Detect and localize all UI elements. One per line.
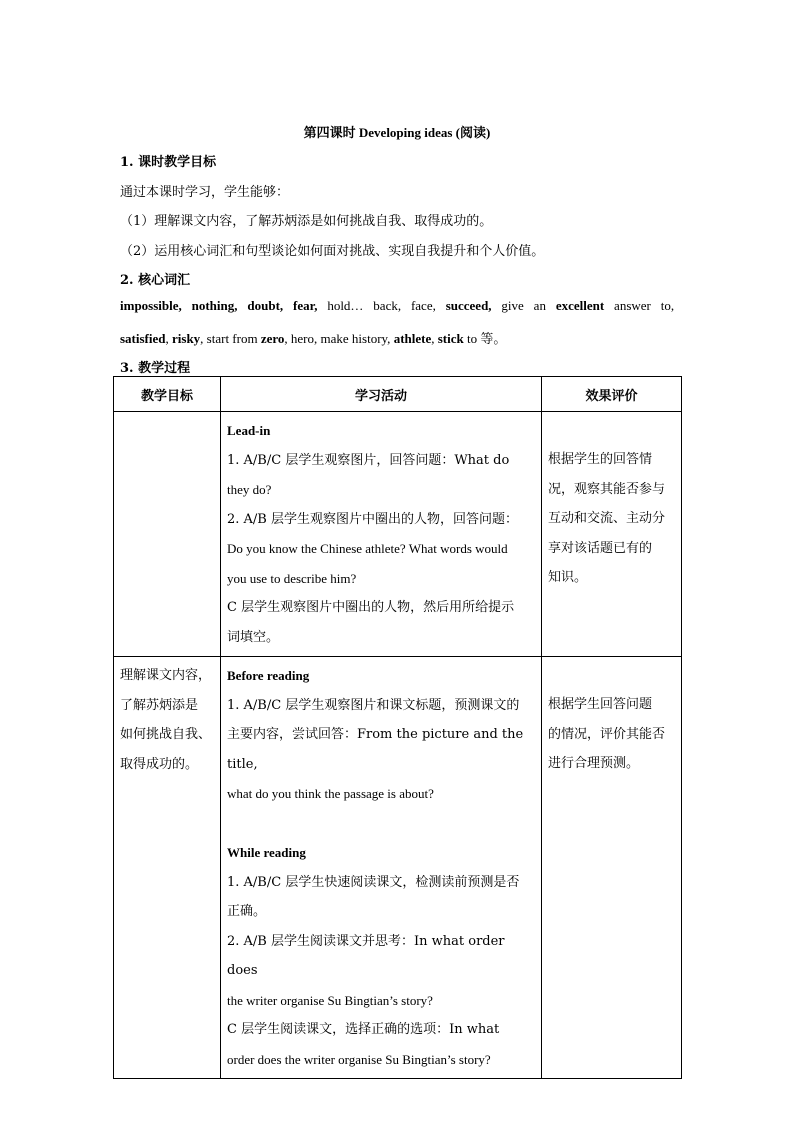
lead-in-line: 1. A/B/C 层学生观察图片，回答问题：What do [227, 452, 510, 468]
before-reading-line: 主要内容，尝试回答：From the picture and the title, [227, 727, 524, 772]
vocab-word: to, [660, 298, 675, 313]
vocab-word: answer [614, 298, 651, 313]
table-header-row [114, 377, 682, 412]
objective-item-2: （2）运用核心词汇和句型谈论如何面对挑战、实现自我提升和个人价值。 [120, 244, 545, 259]
header-activity: 学习活动 [221, 377, 542, 412]
row2-goal [114, 657, 221, 1079]
while-reading-line: the writer organise Su Bingtian’s story? [227, 992, 433, 1008]
goal-line: 理解课文内容， [120, 668, 212, 683]
vocab-word: risky [172, 331, 201, 346]
vocab-word: athlete [393, 331, 432, 346]
goal-line: 如何挑战自我、 [120, 727, 212, 742]
section3-heading: 3. 教学过程 [120, 361, 191, 376]
lead-in-line: 2. A/B 层学生观察图片中圈出的人物，回答问题： [227, 511, 518, 527]
lead-in-line: they do? [227, 482, 272, 497]
header-goal: 教学目标 [114, 377, 221, 412]
lead-in-line: you use to describe him? [227, 570, 357, 586]
vocab-word: excellent [555, 298, 605, 313]
teaching-process-table [113, 376, 682, 1079]
lead-in-line: C 层学生观察图片中圈出的人物，然后用所给提示 [227, 600, 515, 615]
goal-line: 取得成功的。 [120, 756, 199, 772]
vocab-word: nothing, [191, 298, 238, 313]
vocab-word: an [533, 298, 546, 313]
lead-in-line: 词填空。 [227, 629, 280, 645]
table-row [114, 412, 682, 657]
while-reading-line: order does the writer organise Su Bingtian’s story? [227, 1051, 491, 1067]
vocab-word: stick [437, 331, 464, 346]
vocab-word: succeed, [445, 298, 492, 313]
vocab-word: fear, [293, 298, 318, 313]
evaluation-line: 的情况，评价其能否 [548, 726, 666, 742]
vocab-word: satisfied [120, 331, 166, 346]
evaluation-line: 根据学生回答问题 [548, 697, 653, 712]
goal-line: 了解苏炳添是 [120, 697, 199, 713]
vocab-word: zero [260, 331, 285, 346]
row1-evaluation [542, 412, 682, 657]
vocab-word: give [501, 298, 524, 313]
vocab-word: back, [373, 298, 402, 313]
evaluation-line: 进行合理预测。 [548, 756, 640, 771]
vocab-word: , hero, make history, [284, 331, 394, 346]
while-reading-line: C 层学生阅读课文，选择正确的选项：In what [227, 1022, 500, 1037]
row2-activity [221, 657, 542, 1079]
while-reading-title: While reading [227, 845, 306, 860]
vocab-word: , [165, 331, 172, 346]
evaluation-line: 享对该话题已有的 [548, 540, 653, 556]
before-reading-line: 1. A/B/C 层学生观察图片和课文标题，预测课文的 [227, 697, 520, 713]
objective-item-1: （1）理解课文内容，了解苏炳添是如何挑战自我、取得成功的。 [120, 214, 493, 229]
while-reading-line: 2. A/B 层学生阅读课文并思考：In what order does [227, 933, 505, 978]
before-reading-line: what do you think the passage is about? [227, 786, 434, 801]
vocab-line-2 [120, 328, 506, 347]
spacer [227, 809, 535, 839]
section1-intro: 通过本课时学习，学生能够： [120, 185, 290, 200]
header-evaluation: 效果评价 [542, 377, 682, 412]
row1-activity [221, 412, 542, 657]
vocab-word: , [431, 331, 438, 346]
row2-evaluation [542, 657, 682, 1079]
evaluation-line: 互动和交流、主动分 [548, 511, 666, 526]
table-row [114, 657, 682, 1079]
page-title: 第四课时 Developing ideas (阅读) [303, 125, 491, 140]
section2-heading: 2. 核心词汇 [120, 273, 191, 288]
vocab-word: hold… [327, 298, 364, 313]
section1-heading: 1. 课时教学目标 [120, 155, 217, 170]
lead-in-line: Do you know the Chinese athlete? What words would [227, 541, 508, 556]
while-reading-line: 正确。 [227, 904, 267, 919]
while-reading-line: 1. A/B/C 层学生快速阅读课文，检测读前预测是否 [227, 874, 520, 890]
vocab-word: doubt, [247, 298, 284, 313]
vocab-word: to 等。 [463, 331, 507, 346]
vocab-word: , start from [200, 331, 261, 346]
before-reading-title: Before reading [227, 668, 310, 683]
lead-in-title: Lead-in [227, 423, 271, 438]
vocab-word: impossible, [120, 298, 182, 313]
evaluation-line: 根据学生的回答情 [548, 452, 653, 467]
vocab-word: face, [410, 298, 436, 313]
vocab-line-1 [120, 298, 674, 314]
evaluation-line: 况，观察其能否参与 [548, 481, 666, 497]
row1-goal [114, 412, 221, 657]
evaluation-line: 知识。 [548, 570, 588, 585]
